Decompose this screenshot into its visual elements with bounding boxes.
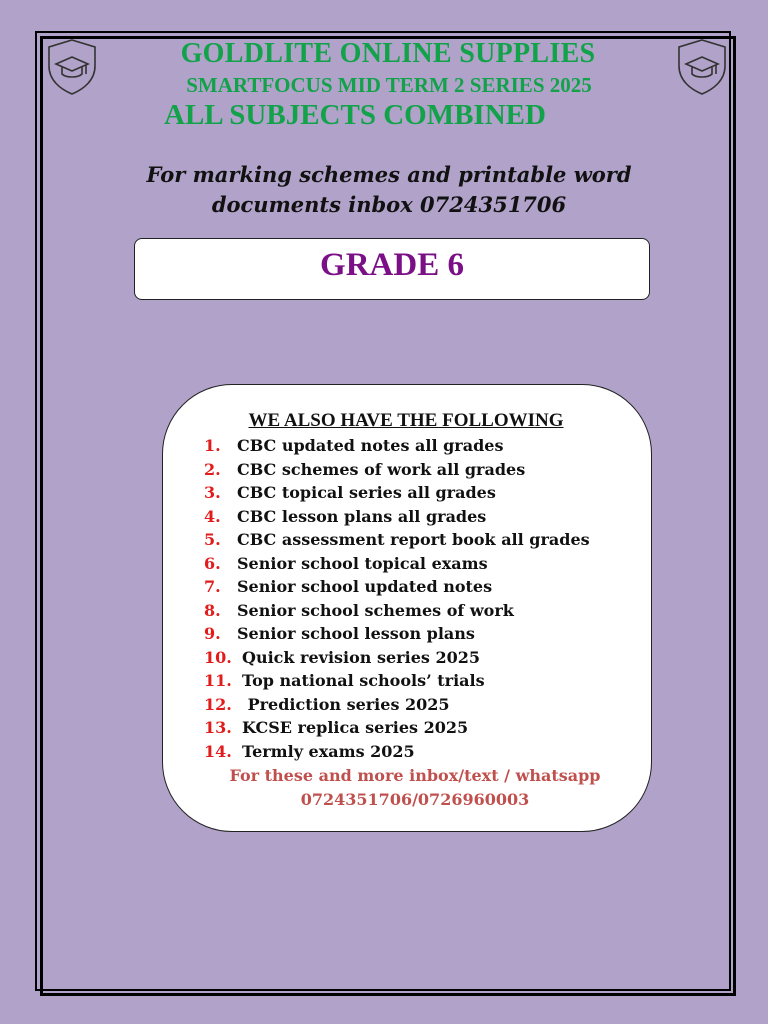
- grade-banner: [134, 238, 650, 300]
- list-text: Senior school updated notes: [237, 577, 493, 596]
- list-text: Top national schools’ trials: [242, 671, 485, 690]
- list-item: [204, 528, 590, 552]
- list-number: 9.: [204, 624, 221, 643]
- contact-phone-numbers: 0724351706/0726960003: [300, 790, 530, 809]
- list-number: 6.: [204, 553, 221, 573]
- list-item: [204, 575, 590, 599]
- grade-label: GRADE 6: [320, 247, 464, 283]
- list-number: 2.: [204, 459, 221, 479]
- list-item: [204, 622, 590, 646]
- list-text: CBC schemes of work all grades: [237, 459, 526, 479]
- list-text: Quick revision series 2025: [242, 647, 480, 667]
- contact-line-1: For these and more inbox/text / whatsapp: [229, 766, 601, 785]
- promo-line-1: For marking schemes and printable word: [146, 162, 632, 187]
- list-item: [204, 505, 590, 529]
- promo-line-2: documents inbox 0724351706: [211, 192, 567, 217]
- contact-footer: [0, 764, 768, 812]
- list-text: CBC assessment report book all grades: [237, 530, 590, 549]
- list-number: 10.: [204, 647, 232, 667]
- list-text: CBC topical series all grades: [237, 483, 496, 502]
- list-text: Senior school lesson plans: [237, 624, 475, 643]
- list-item: [204, 599, 590, 623]
- list-number: 12.: [204, 694, 232, 714]
- list-text: Prediction series 2025: [242, 694, 450, 714]
- list-item: [204, 481, 590, 505]
- list-number: 14.: [204, 741, 232, 761]
- list-number: 3.: [204, 483, 221, 502]
- offer-heading: WE ALSO HAVE THE FOLLOWING: [248, 410, 564, 431]
- list-item: [204, 434, 590, 458]
- list-text: KCSE replica series 2025: [242, 718, 469, 737]
- list-number: 4.: [204, 506, 221, 526]
- list-item: [204, 669, 590, 693]
- series-title: SMARTFOCUS MID TERM 2 SERIES 2025: [186, 73, 592, 97]
- subjects-title: ALL SUBJECTS COMBINED: [164, 99, 546, 131]
- list-number: 11.: [204, 671, 232, 690]
- company-title: GOLDLITE ONLINE SUPPLIES: [180, 38, 596, 69]
- list-item: [204, 646, 590, 670]
- list-number: 8.: [204, 600, 221, 620]
- list-item: [204, 740, 590, 764]
- list-number: 7.: [204, 577, 221, 596]
- promo-text: [0, 160, 768, 220]
- list-item: [204, 716, 590, 740]
- list-item: [204, 693, 590, 717]
- list-text: Termly exams 2025: [242, 741, 415, 761]
- list-number: 5.: [204, 530, 221, 549]
- list-text: CBC updated notes all grades: [237, 436, 504, 455]
- list-text: Senior school topical exams: [237, 553, 488, 573]
- list-number: 1.: [204, 436, 221, 455]
- list-number: 13.: [204, 718, 232, 737]
- offer-list: [204, 434, 590, 763]
- list-item: [204, 458, 590, 482]
- list-text: Senior school schemes of work: [237, 600, 514, 620]
- list-item: [204, 552, 590, 576]
- list-text: CBC lesson plans all grades: [237, 506, 487, 526]
